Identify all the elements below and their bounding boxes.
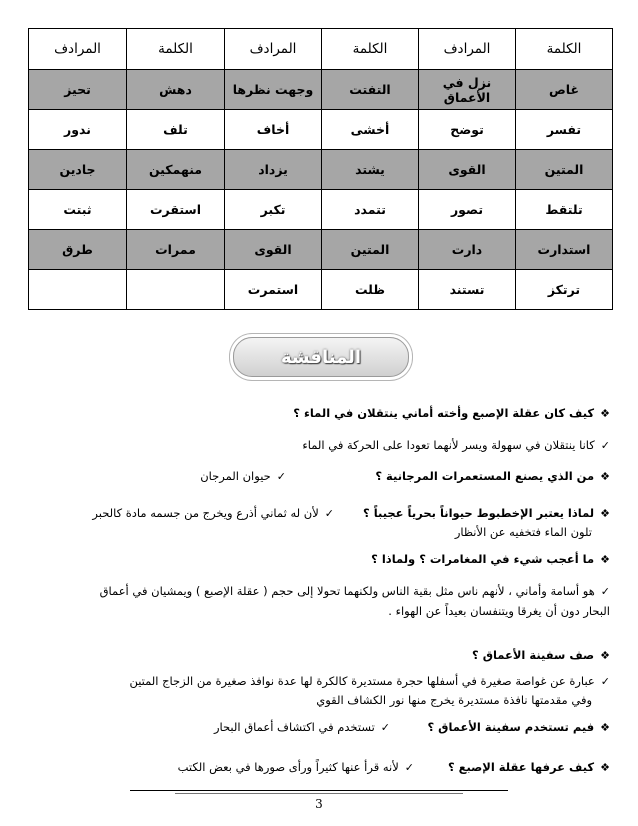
table-cell: منهمكين	[127, 150, 225, 190]
answer-5	[129, 673, 610, 690]
table-cell: طرق	[29, 230, 127, 270]
checkmark-icon: ✓	[380, 721, 390, 734]
diamond-bullet-icon: ❖	[600, 721, 610, 734]
diamond-bullet-icon: ❖	[600, 649, 610, 662]
diamond-bullet-icon: ❖	[600, 470, 610, 483]
answer-text: كانا ينتقلان في سهولة ويسر لأنهما تعودا على الحركة في الماء	[302, 438, 595, 452]
diamond-bullet-icon: ❖	[600, 507, 610, 520]
answer-4	[100, 583, 610, 600]
footer-divider-inner	[175, 793, 463, 794]
header-cell: الكلمة	[127, 29, 225, 70]
table-row	[29, 230, 613, 270]
question-text: صف سفينة الأعماق ؟	[472, 648, 595, 662]
table-header-row	[29, 29, 613, 70]
table-cell: ظلت	[322, 270, 419, 310]
checkmark-icon: ✓	[600, 675, 610, 688]
table-cell: التفتت	[322, 70, 419, 110]
question-text: ما أعجب شيء في المغامرات ؟ ولماذا ؟	[371, 552, 595, 566]
table-row	[29, 110, 613, 150]
question-3	[363, 505, 610, 522]
question-4	[371, 551, 610, 568]
table-cell: القوى	[225, 230, 322, 270]
table-cell	[29, 270, 127, 310]
header-cell: الكلمة	[516, 29, 613, 70]
table-cell: استدارت	[516, 230, 613, 270]
answer-text: عبارة عن غواصة صغيرة في أسفلها حجرة مستديرة كالكرة لها عدة نوافذ صغيرة من الزجاج المتين	[129, 674, 595, 688]
header-cell: المرادف	[225, 29, 322, 70]
table-cell: يزداد	[225, 150, 322, 190]
answer-7	[178, 759, 414, 776]
table-row	[29, 190, 613, 230]
question-2	[375, 468, 610, 485]
question-7	[448, 759, 610, 776]
table-cell: ندور	[29, 110, 127, 150]
header-cell: المرادف	[419, 29, 516, 70]
table-cell: وجهت نظرها	[225, 70, 322, 110]
answer-1	[302, 437, 610, 454]
table-cell: ممرات	[127, 230, 225, 270]
answer-6	[214, 719, 390, 736]
table-cell: تفسر	[516, 110, 613, 150]
table-cell: غاص	[516, 70, 613, 110]
vocabulary-table	[28, 28, 613, 310]
table-cell: دهش	[127, 70, 225, 110]
table-cell: نزل في الأعماق	[419, 70, 516, 110]
table-cell: تلتقط	[516, 190, 613, 230]
checkmark-icon: ✓	[276, 470, 286, 483]
section-title: المناقشة	[280, 346, 362, 368]
table-cell: يشتد	[322, 150, 419, 190]
checkmark-icon: ✓	[600, 439, 610, 452]
table-cell: تصور	[419, 190, 516, 230]
footer-divider	[130, 790, 508, 791]
diamond-bullet-icon: ❖	[600, 407, 610, 420]
table-cell: أخاف	[225, 110, 322, 150]
table-cell: دارت	[419, 230, 516, 270]
table-cell: القوى	[419, 150, 516, 190]
diamond-bullet-icon: ❖	[600, 761, 610, 774]
answer-2	[200, 468, 286, 485]
checkmark-icon: ✓	[404, 761, 414, 774]
answer-3	[92, 505, 334, 522]
header-cell: المرادف	[29, 29, 127, 70]
header-cell: الكلمة	[322, 29, 419, 70]
answer-5-continued: وفي مقدمتها نافذة مستديرة يخرج منها نور الكشاف القوي	[316, 693, 592, 707]
question-1	[293, 405, 610, 422]
answer-4-continued: البحار دون أن يغرقا ويتنفسان بعيداً عن الهواء .	[388, 604, 610, 618]
table-cell	[127, 270, 225, 310]
table-cell: تتمدد	[322, 190, 419, 230]
table-cell: توضح	[419, 110, 516, 150]
checkmark-icon: ✓	[324, 507, 334, 520]
table-cell: أخشى	[322, 110, 419, 150]
table-cell: تستند	[419, 270, 516, 310]
table-cell: تحيز	[29, 70, 127, 110]
question-6	[428, 719, 611, 736]
page-number: 3	[315, 797, 323, 811]
question-text: من الذي يصنع المستعمرات المرجانية ؟	[375, 469, 595, 483]
table-cell: المتين	[516, 150, 613, 190]
table-cell: تكبر	[225, 190, 322, 230]
table-row	[29, 70, 613, 110]
answer-text: لأنه قرأ عنها كثيراً ورأى صورها في بعض الكتب	[177, 760, 399, 774]
section-title-banner	[233, 337, 409, 377]
answer-text: لأن له ثماني أذرع ويخرج من جسمه مادة كالحبر	[92, 506, 319, 520]
answer-text: هو أسامة وأماني ، لأنهم ناس مثل بقية الناس ولكنهما تحولا إلى حجم ( عقلة الإصبع ) ويمشيان في أعماق	[99, 584, 595, 598]
table-row	[29, 270, 613, 310]
answer-3-continued: تلون الماء فتخفيه عن الأنظار	[454, 525, 592, 539]
question-text: لماذا يعتبر الإخطبوط حيواناً بحرياً عجيباً ؟	[363, 506, 595, 520]
question-5	[472, 647, 610, 664]
table-cell: جادين	[29, 150, 127, 190]
answer-text: تستخدم في اكتشاف أعماق البحار	[213, 720, 375, 734]
checkmark-icon: ✓	[600, 585, 610, 598]
diamond-bullet-icon: ❖	[600, 553, 610, 566]
table-cell: ترتكز	[516, 270, 613, 310]
table-cell: ثبتت	[29, 190, 127, 230]
table-cell: استقرت	[127, 190, 225, 230]
table-row	[29, 150, 613, 190]
table-cell: المتين	[322, 230, 419, 270]
answer-text: حيوان المرجان	[200, 469, 271, 483]
question-text: كيف عرفها عقلة الإصبع ؟	[447, 760, 595, 774]
question-text: فيم تستخدم سفينة الأعماق ؟	[427, 720, 595, 734]
table-cell: استمرت	[225, 270, 322, 310]
question-text: كيف كان عقلة الإصبع وأخته أماني ينتقلان في الماء ؟	[293, 406, 595, 420]
table-cell: تلف	[127, 110, 225, 150]
